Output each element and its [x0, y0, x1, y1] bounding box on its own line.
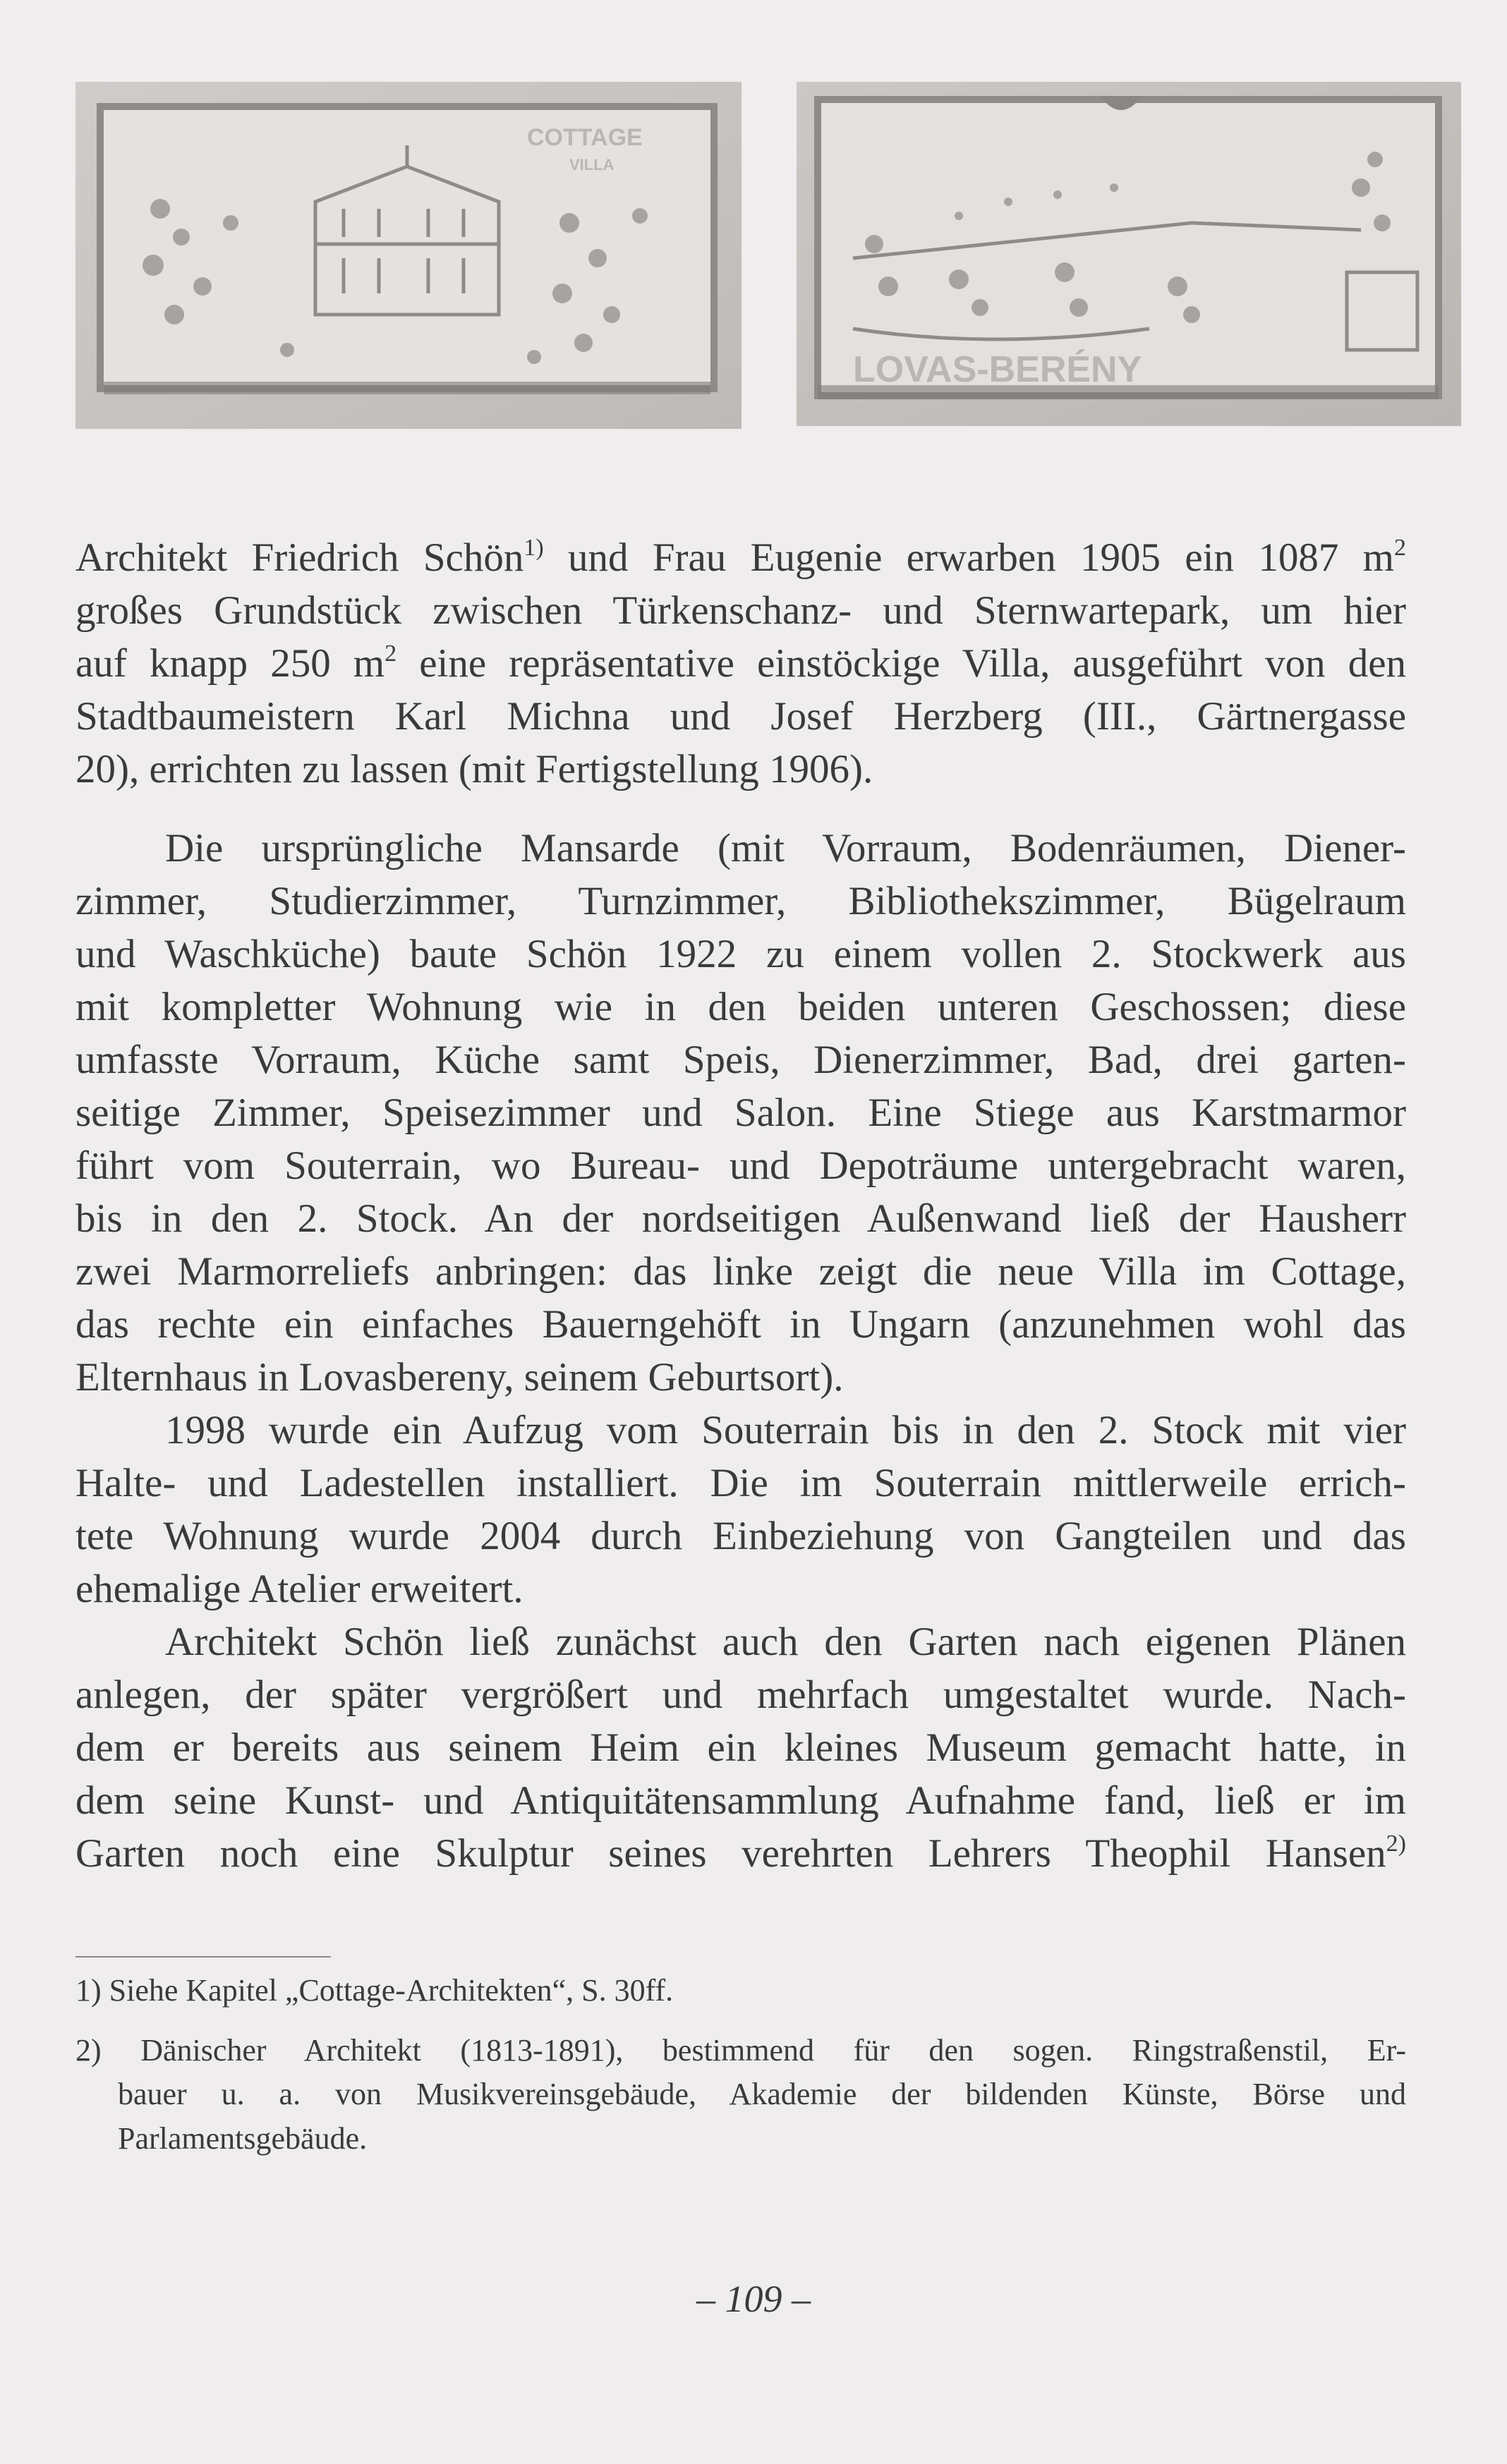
- text-line: [75, 1033, 1406, 1086]
- footnote-1-line: 1) Siehe Kapitel „Cottage-Architekten“, S. 30ff.: [75, 1973, 674, 2008]
- footnote-2-line: 2) Dänischer Architekt (1813-1891), bestimmend für den sogen. Ringstraßenstil, Er-: [75, 2033, 1406, 2068]
- text-line: [75, 1721, 1406, 1774]
- text-line: [75, 743, 1406, 796]
- text-run: ehemalige Atelier erweitert.: [75, 1566, 523, 1611]
- text-run: auf knapp 250 m: [75, 641, 385, 686]
- footnote-reference: 2: [385, 640, 397, 667]
- text-line: [75, 1562, 1406, 1615]
- text-run: dem seine Kunst- und Antiquitätensammlung Aufnahme fand, ließ er im: [75, 1778, 1406, 1823]
- page-number: – 109 –: [696, 2278, 811, 2320]
- text-run: und Waschküche) baute Schön 1922 zu einem vollen 2. Stockwerk aus: [75, 931, 1406, 976]
- relief-inscription-lovas-bereny: LOVAS-BERÉNY: [853, 349, 1142, 390]
- text-run: und Frau Eugenie erwarben 1905 ein 1087 m: [543, 535, 1394, 580]
- text-line: [165, 822, 1406, 875]
- relief-inscription-villa: VILLA: [569, 156, 615, 174]
- text-run: Garten noch eine Skulptur seines verehrten Lehrers Theophil Hansen: [75, 1831, 1386, 1876]
- text-line: [75, 637, 1406, 690]
- text-run: seitige Zimmer, Speisezimmer und Salon. Eine Stiege aus Karstmarmor: [75, 1090, 1406, 1135]
- footnote-2-line: bauer u. a. von Musikvereinsgebäude, Akademie der bildenden Künste, Börse und: [118, 2077, 1406, 2111]
- text-line: [75, 1774, 1406, 1827]
- text-run: das rechte ein einfaches Bauerngehöft in Ungarn (anzunehmen wohl das: [75, 1301, 1406, 1347]
- text-line: [75, 531, 1406, 584]
- text-line: [75, 1351, 1406, 1404]
- text-line: [75, 1827, 1406, 1880]
- relief-inscription-cottage: COTTAGE: [527, 124, 643, 151]
- text-line: [75, 1668, 1406, 1721]
- text-run: Stadtbaumeistern Karl Michna und Josef Herzberg (III., Gärtnergasse: [75, 693, 1406, 739]
- footnote-reference: 2: [1394, 534, 1406, 561]
- text-run: anlegen, der später vergrößert und mehrfach umgestaltet wurde. Nach-: [75, 1672, 1406, 1717]
- text-line: [75, 1457, 1406, 1510]
- text-run: Elternhaus in Lovasbereny, seinem Geburtsort).: [75, 1354, 844, 1400]
- text-run: bis in den 2. Stock. An der nordseitigen Außenwand ließ der Hausherr: [75, 1196, 1406, 1241]
- text-run: dem er bereits aus seinem Heim ein kleines Museum gemacht hatte, in: [75, 1725, 1406, 1770]
- text-line: [75, 1245, 1406, 1298]
- text-run: umfasste Vorraum, Küche samt Speis, Dienerzimmer, Bad, drei garten-: [75, 1037, 1406, 1082]
- text-run: mit kompletter Wohnung wie in den beiden unteren Geschossen; diese: [75, 984, 1406, 1029]
- text-run: 20), errichten zu lassen (mit Fertigstellung 1906).: [75, 746, 873, 791]
- relief-photo-villa-cottage: [75, 82, 742, 429]
- text-line: [75, 584, 1406, 637]
- footnote-2-line: Parlamentsgebäude.: [118, 2121, 368, 2156]
- text-run: 1998 wurde ein Aufzug vom Souterrain bis in den 2. Stock mit vier: [165, 1407, 1406, 1452]
- text-line: [75, 1139, 1406, 1192]
- text-run: tete Wohnung wurde 2004 durch Einbeziehung von Gangteilen und das: [75, 1513, 1406, 1558]
- text-run: Architekt Friedrich Schön: [75, 535, 524, 580]
- footnote-reference: 2): [1386, 1830, 1406, 1857]
- text-run: großes Grundstück zwischen Türkenschanz- und Sternwartepark, um hier: [75, 588, 1406, 633]
- text-run: Architekt Schön ließ zunächst auch den Garten nach eigenen Plänen: [165, 1619, 1406, 1664]
- text-run: Die ursprüngliche Mansarde (mit Vorraum, Bodenräumen, Diener-: [165, 825, 1406, 870]
- text-line: [165, 1404, 1406, 1457]
- text-run: eine repräsentative einstöckige Villa, ausgeführt von den: [397, 641, 1407, 686]
- text-line: [75, 1510, 1406, 1562]
- relief-photo-farmhouse-hungary: [797, 82, 1461, 426]
- text-line: [75, 981, 1406, 1033]
- text-line: [75, 1086, 1406, 1139]
- text-line: [75, 1298, 1406, 1351]
- text-line: [75, 928, 1406, 981]
- text-line: [75, 875, 1406, 928]
- text-run: Halte- und Ladestellen installiert. Die im Souterrain mittlerweile errich-: [75, 1460, 1406, 1505]
- footnote-reference: 1): [523, 534, 544, 561]
- text-line: [75, 690, 1406, 743]
- footnote-separator: [75, 1956, 331, 1958]
- text-line: [75, 1192, 1406, 1245]
- text-run: zwei Marmorreliefs anbringen: das linke zeigt die neue Villa im Cottage,: [75, 1249, 1406, 1294]
- text-run: zimmer, Studierzimmer, Turnzimmer, Bibliothekszimmer, Bügelraum: [75, 878, 1406, 923]
- text-run: führt vom Souterrain, wo Bureau- und Depoträume untergebracht waren,: [75, 1143, 1406, 1188]
- text-line: [165, 1615, 1406, 1668]
